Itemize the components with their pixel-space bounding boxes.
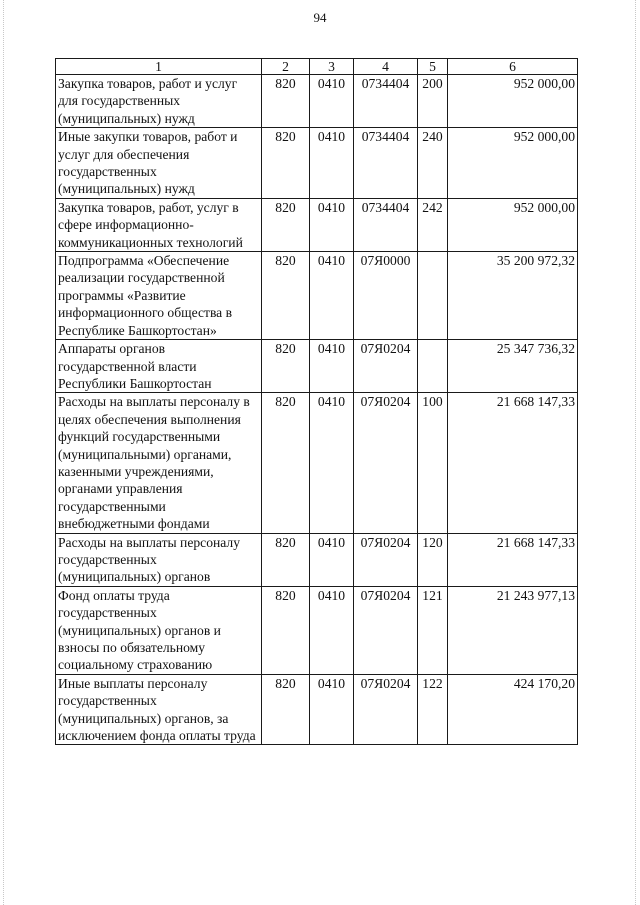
- row-description-cell: Иные закупки товаров, работ и услуг для обеспечения государственных (муниципальных) нужд: [56, 128, 262, 199]
- scan-edge-right: [635, 0, 637, 905]
- row-grbs-cell: 820: [262, 198, 310, 251]
- row-target-article-cell: 07Я0204: [354, 533, 418, 586]
- row-amount-cell: 952 000,00: [448, 75, 578, 128]
- table-row: [56, 198, 578, 251]
- column-header: 4: [354, 59, 418, 75]
- row-section-cell: 0410: [310, 128, 354, 199]
- row-description-cell: Расходы на выплаты персоналу государственных (муниципальных) органов: [56, 533, 262, 586]
- table-row: [56, 75, 578, 128]
- row-expense-type-cell: 100: [418, 393, 448, 533]
- table-row: [56, 340, 578, 393]
- column-header: 5: [418, 59, 448, 75]
- row-section-cell: 0410: [310, 393, 354, 533]
- row-amount-cell: 21 668 147,33: [448, 533, 578, 586]
- row-grbs-cell: 820: [262, 674, 310, 745]
- row-amount-cell: 21 243 977,13: [448, 586, 578, 674]
- row-target-article-cell: 07Я0204: [354, 393, 418, 533]
- row-expense-type-cell: 121: [418, 586, 448, 674]
- row-grbs-cell: 820: [262, 586, 310, 674]
- row-section-cell: 0410: [310, 340, 354, 393]
- table-header-row: [56, 59, 578, 75]
- table-row: [56, 586, 578, 674]
- row-grbs-cell: 820: [262, 393, 310, 533]
- column-header: 6: [448, 59, 578, 75]
- column-header: 3: [310, 59, 354, 75]
- row-amount-cell: 424 170,20: [448, 674, 578, 745]
- row-grbs-cell: 820: [262, 533, 310, 586]
- row-target-article-cell: 0734404: [354, 198, 418, 251]
- table-body: [56, 75, 578, 745]
- row-description-cell: Иные выплаты персоналу государственных (муниципальных) органов, за исключением фонда оплаты труда: [56, 674, 262, 745]
- row-expense-type-cell: 240: [418, 128, 448, 199]
- row-amount-cell: 21 668 147,33: [448, 393, 578, 533]
- row-amount-cell: 35 200 972,32: [448, 252, 578, 340]
- row-expense-type-cell: 120: [418, 533, 448, 586]
- row-description-cell: Фонд оплаты труда государственных (муниципальных) органов и взносы по обязательному социальному страхованию: [56, 586, 262, 674]
- row-amount-cell: 25 347 736,32: [448, 340, 578, 393]
- row-amount-cell: 952 000,00: [448, 198, 578, 251]
- row-grbs-cell: 820: [262, 128, 310, 199]
- table-row: [56, 252, 578, 340]
- row-expense-type-cell: [418, 252, 448, 340]
- row-target-article-cell: 07Я0204: [354, 586, 418, 674]
- row-target-article-cell: 07Я0204: [354, 674, 418, 745]
- row-section-cell: 0410: [310, 198, 354, 251]
- table-row: [56, 674, 578, 745]
- row-grbs-cell: 820: [262, 75, 310, 128]
- row-target-article-cell: 0734404: [354, 75, 418, 128]
- row-target-article-cell: 0734404: [354, 128, 418, 199]
- budget-table: [55, 58, 578, 745]
- table-row: [56, 533, 578, 586]
- scan-edge-left: [3, 0, 5, 905]
- row-section-cell: 0410: [310, 586, 354, 674]
- row-description-cell: Расходы на выплаты персоналу в целях обеспечения выполнения функций государственными (муниципальными) органами, казенными учреждениями, органами управления государственными внебюджетными фондами: [56, 393, 262, 533]
- row-description-cell: Аппараты органов государственной власти Республики Башкортостан: [56, 340, 262, 393]
- row-section-cell: 0410: [310, 75, 354, 128]
- table-row: [56, 128, 578, 199]
- row-section-cell: 0410: [310, 674, 354, 745]
- row-section-cell: 0410: [310, 252, 354, 340]
- row-target-article-cell: 07Я0204: [354, 340, 418, 393]
- column-header: 2: [262, 59, 310, 75]
- row-target-article-cell: 07Я0000: [354, 252, 418, 340]
- row-description-cell: Подпрограмма «Обеспечение реализации государственной программы «Развитие информационного общества в Республике Башкортостан»: [56, 252, 262, 340]
- row-section-cell: 0410: [310, 533, 354, 586]
- page-number: 94: [313, 10, 327, 25]
- row-grbs-cell: 820: [262, 252, 310, 340]
- table-row: [56, 393, 578, 533]
- row-expense-type-cell: 200: [418, 75, 448, 128]
- row-expense-type-cell: 242: [418, 198, 448, 251]
- column-header: 1: [56, 59, 262, 75]
- row-description-cell: Закупка товаров, работ и услуг для государственных (муниципальных) нужд: [56, 75, 262, 128]
- row-expense-type-cell: [418, 340, 448, 393]
- row-amount-cell: 952 000,00: [448, 128, 578, 199]
- row-expense-type-cell: 122: [418, 674, 448, 745]
- row-grbs-cell: 820: [262, 340, 310, 393]
- row-description-cell: Закупка товаров, работ, услуг в сфере информационно-коммуникационных технологий: [56, 198, 262, 251]
